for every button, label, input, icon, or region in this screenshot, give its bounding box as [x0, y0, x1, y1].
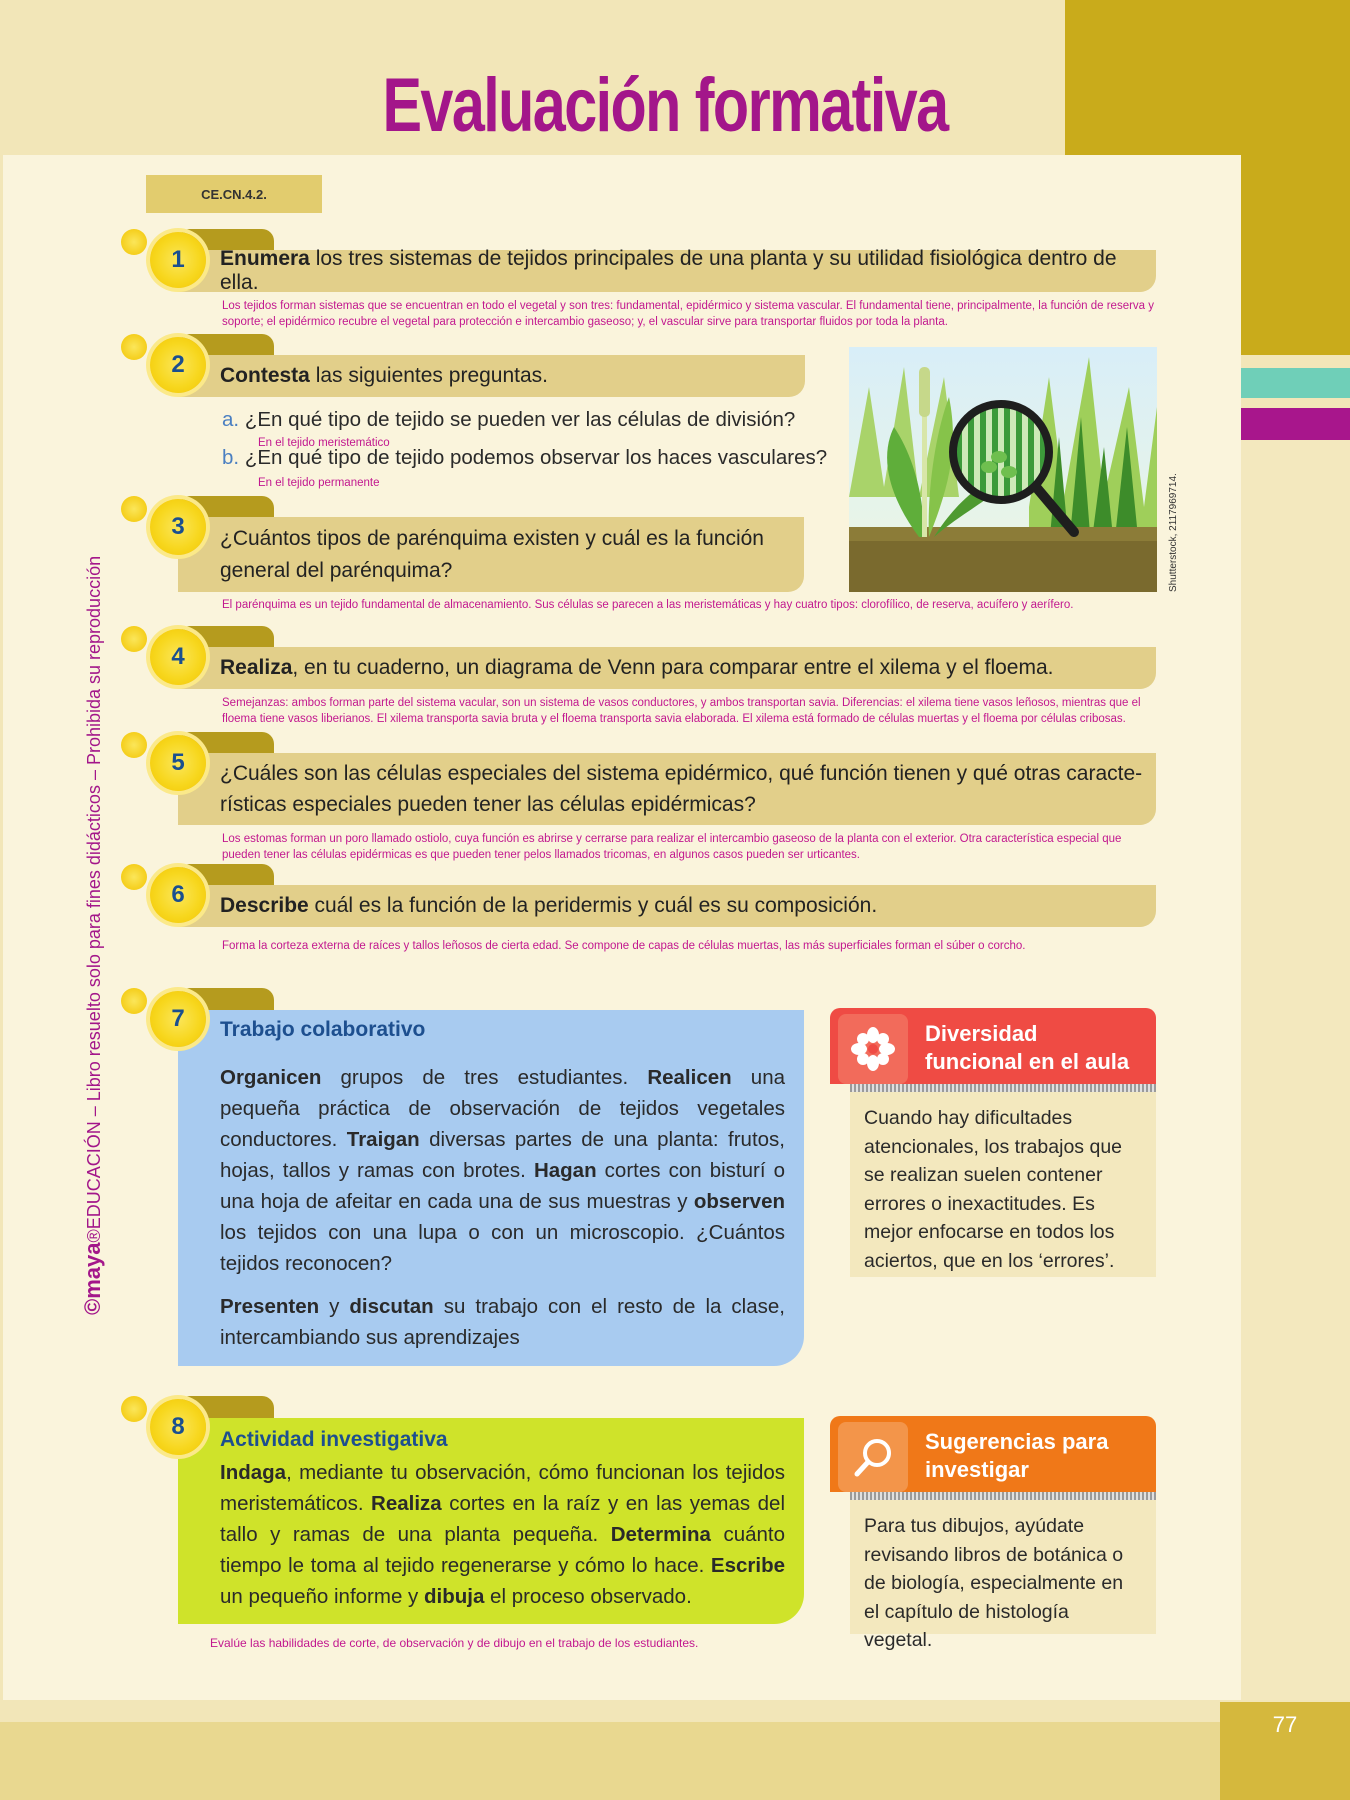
question-2	[178, 355, 805, 397]
number-halo	[121, 626, 147, 652]
text-run: los tejidos con una lupa o con un microscopio. ¿Cuántos tejidos reconocen?	[220, 1221, 785, 1275]
brand-logo: ©maya	[80, 1242, 105, 1315]
question-text: los tres sistemas de tejidos principales de una planta y su utilidad fisiológica dentro de ella.	[220, 247, 1117, 294]
question-verb: Enumera	[220, 247, 310, 270]
answer-1: Los tejidos forman sistemas que se encuentran en todo el vegetal y son tres: fundamental, epidérmico y sistema vascular. El fundamental tiene, principalmente, la función de reserva y soporte; el epidérmico recubre el vegetal para protección e intercambio gaseoso; y, el vascular sirve para transportar fluidos por toda la planta.	[222, 300, 1155, 328]
emphasis-verb: Presenten	[220, 1295, 320, 1318]
collaborative-work-text	[220, 1062, 785, 1353]
emphasis-verb: Organicen	[220, 1066, 322, 1089]
question-verb: Realiza	[220, 656, 293, 679]
emphasis-verb: Indaga	[220, 1461, 287, 1484]
research-tips-header	[830, 1416, 1156, 1492]
question-2a	[222, 408, 795, 432]
rich-paragraph	[220, 1062, 785, 1279]
decor-strip	[1241, 155, 1350, 355]
question-verb: Contesta	[220, 364, 310, 387]
text-run: una pequeña práctica de observación de tejidos vegetales conductores.	[220, 1066, 786, 1151]
emphasis-verb: Realicen	[647, 1066, 732, 1089]
answer-4: Semejanzas: ambos forman parte del sistema vacular, son un sistema de vasos conductores, y ambos transportan savia. Diferencias: el xilema tiene vasos leñosos, mientras que el floema tiene vasos liberianos. El xilema transporta savia bruta y el floema transporta savia elaborada. El xilema está formado de células muertas y el floema por células cribosas.	[222, 697, 1141, 725]
text-run: cuánto tiempo le toma al tejido regenerarse y cómo lo hace.	[220, 1523, 786, 1577]
item-label: b.	[222, 446, 240, 469]
emphasis-verb: discutan	[349, 1295, 434, 1318]
number-halo	[121, 864, 147, 890]
emphasis-verb: observen	[693, 1190, 785, 1213]
number-halo	[121, 1396, 147, 1422]
photo-credit: Shutterstock, 2117969714.	[1168, 473, 1179, 592]
number-halo	[121, 732, 147, 758]
research-tips-box	[830, 1416, 1156, 1651]
text-run: cortes con bisturí o una hoja de afeitar en cada una de sus muestras y	[220, 1159, 785, 1213]
copyright-text: ®EDUCACIÓN – Libro resuelto solo para fines didácticos – Prohibida su reproducción	[84, 555, 104, 1243]
question-5	[178, 753, 1156, 825]
number-halo	[121, 496, 147, 522]
text-run: diversas partes de una planta: frutos, hojas, tallos y ramas con brotes.	[220, 1128, 785, 1182]
item-text: ¿En qué tipo de tejido podemos observar los haces vasculares?	[244, 446, 828, 469]
flower-icon	[838, 1014, 908, 1084]
research-tips-title: Sugerencias para investigar	[925, 1429, 1109, 1482]
answer-2b: En el tejido permanente	[258, 477, 380, 489]
decor-teal-band	[1241, 368, 1350, 398]
research-tips-text: Para tus dibujos, ayúdate revisando libros de botánica o de biología, especialmente en el capítulo de histología vegetal.	[850, 1500, 1156, 1634]
text-run: y	[319, 1295, 350, 1318]
question-text: general del parénquima?	[220, 558, 453, 582]
question-text: rísticas especiales pueden tener las células epidérmicas?	[220, 793, 756, 816]
number-halo	[121, 334, 147, 360]
diversity-box-title: Diversidad funcional en el aula	[925, 1021, 1130, 1074]
emphasis-verb: Traigan	[346, 1128, 420, 1151]
diversity-box-text: Cuando hay dificultades atencionales, los trabajos que se realizan suelen contener errores o inexactitudes. Es mejor enfocarse en todos los aciertos, que en los ‘errores’.	[850, 1092, 1156, 1277]
number-halo	[121, 988, 147, 1014]
number-halo	[121, 229, 147, 255]
question-number: 1	[150, 232, 206, 288]
answer-6: Forma la corteza externa de raíces y tallos leñosos de cierta edad. Se compone de capas de células muertas, las más superficiales forman el súber o corcho.	[222, 940, 1026, 952]
diversity-box	[830, 1008, 1156, 1277]
question-number: 4	[150, 629, 206, 685]
question-3	[178, 517, 804, 592]
question-text: ¿Cuántos tipos de parénquima existen y cuál es la función	[220, 526, 764, 550]
divider	[850, 1492, 1156, 1500]
answer-3: El parénquima es un tejido fundamental de almacenamiento. Sus células se parecen a las meristemáticas y hay cuatro tipos: clorofílico, de reserva, acuífero y aerífero.	[222, 599, 1074, 611]
item-text: ¿En qué tipo de tejido se pueden ver las células de división?	[244, 408, 796, 431]
question-number: 8	[150, 1399, 206, 1455]
divider	[850, 1084, 1156, 1092]
plant-magnifier-illustration	[849, 347, 1157, 592]
item-label: a.	[222, 408, 240, 431]
question-2b	[222, 446, 827, 470]
research-activity-title: Actividad investigativa	[220, 1428, 448, 1451]
text-run: , mediante tu observación, cómo funcionan los tejidos meristemáticos.	[220, 1461, 785, 1515]
page-number: 77	[1220, 1702, 1350, 1800]
copyright-sidebar	[80, 475, 106, 1315]
question-6	[178, 885, 1156, 927]
answer-2a: En el tejido meristemático	[258, 437, 390, 449]
question-number: 5	[150, 735, 206, 791]
emphasis-verb: Escribe	[710, 1554, 785, 1577]
text-run: el proceso observado.	[484, 1585, 692, 1608]
emphasis-verb: dibuja	[424, 1585, 485, 1608]
decor-magenta-band	[1241, 408, 1350, 440]
answer-8: Evalúe las habilidades de corte, de observación y de dibujo en el trabajo de los estudiantes.	[210, 1636, 699, 1650]
question-number: 6	[150, 867, 206, 923]
emphasis-verb: Determina	[610, 1523, 711, 1546]
rich-paragraph	[220, 1291, 785, 1353]
magnifier-icon	[838, 1422, 908, 1492]
emphasis-verb: Hagan	[533, 1159, 597, 1182]
text-run: grupos de tres estudiantes.	[321, 1066, 648, 1089]
question-text: cuál es la función de la peridermis y cuál es su composición.	[308, 894, 878, 917]
question-1	[178, 247, 1156, 294]
text-run: un pequeño informe y	[220, 1585, 424, 1608]
diversity-box-header	[830, 1008, 1156, 1084]
page-title: Evaluación formativa	[382, 63, 948, 148]
question-text: , en tu cuaderno, un diagrama de Venn para comparar entre el xilema y el floema.	[292, 656, 1054, 679]
decor-margin	[1241, 440, 1350, 1700]
research-activity-text	[220, 1457, 785, 1612]
question-number: 7	[150, 991, 206, 1047]
text-run: su trabajo con el resto de la clase, intercambiando sus aprendizajes	[220, 1295, 785, 1349]
answer-5: Los estomas forman un poro llamado ostiolo, cuya función es abrirse y cerrarse para realizar el intercambio gaseoso de la planta con el exterior. Otra característica especial que pueden tener las células epidérmicas es que pueden tener pelos llamados tricomas, en algunos casos pueden ser urticantes.	[222, 833, 1122, 861]
rich-paragraph	[220, 1457, 785, 1612]
question-number: 2	[150, 337, 206, 393]
question-4	[178, 647, 1156, 689]
text-run: cortes en la raíz y en las yemas del tallo y ramas de una planta pequeña.	[220, 1492, 785, 1546]
footer-band	[0, 1722, 1350, 1800]
collaborative-work-title: Trabajo colaborativo	[220, 1018, 426, 1041]
question-text: ¿Cuáles son las células especiales del sistema epidérmico, qué función tienen y qué otras caracte-	[220, 762, 1143, 785]
emphasis-verb: Realiza	[371, 1492, 442, 1515]
question-number: 3	[150, 499, 206, 555]
question-verb: Describe	[220, 894, 309, 917]
curriculum-code: CE.CN.4.2.	[146, 175, 322, 213]
question-text: las siguientes preguntas.	[309, 364, 549, 387]
